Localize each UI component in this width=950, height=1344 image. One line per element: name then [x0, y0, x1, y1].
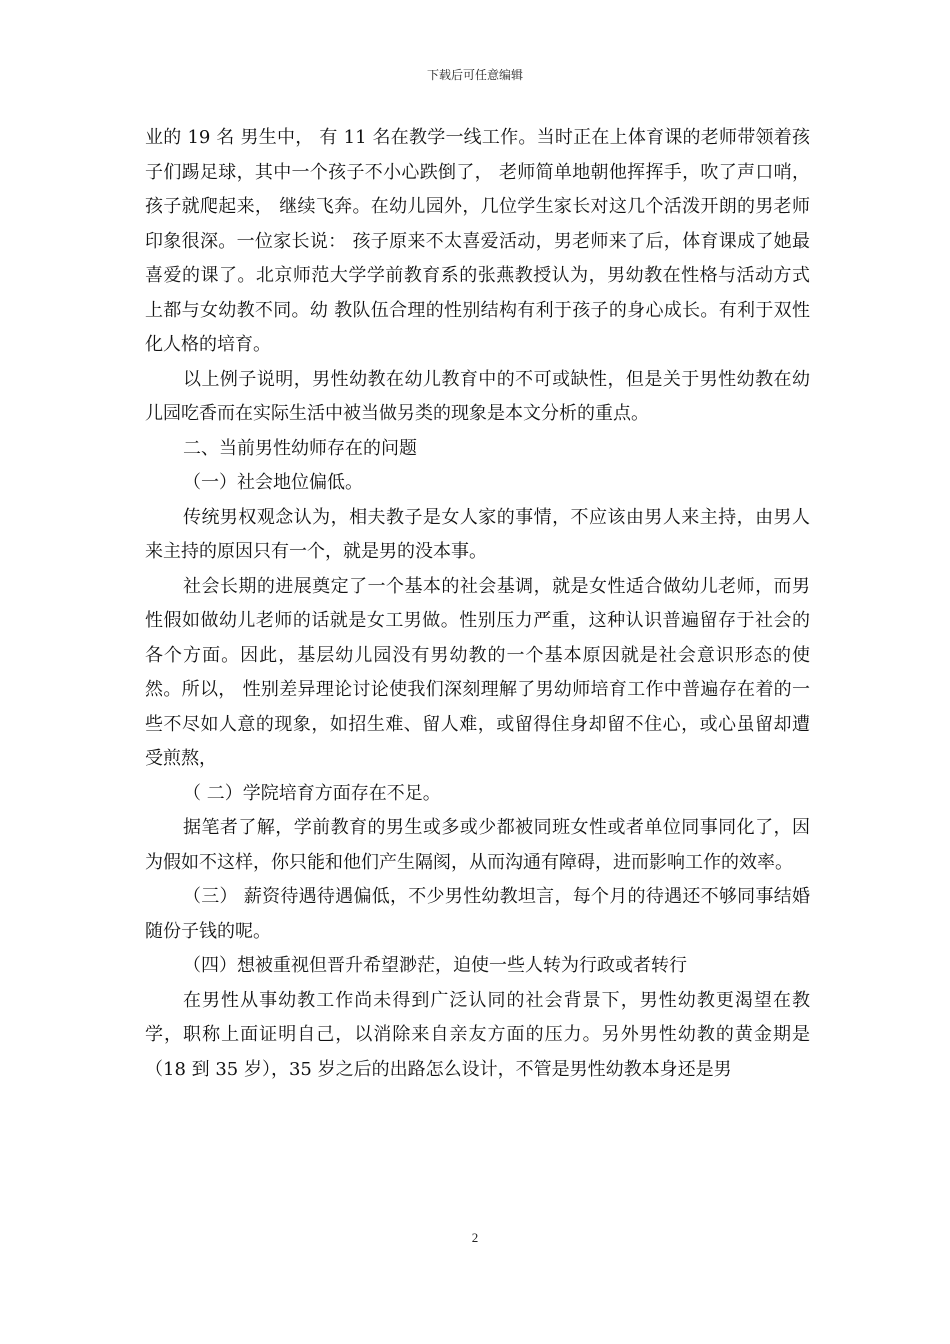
subsection-paragraph: （三） 薪资待遇待遇偏低，不少男性幼教坦言，每个月的待遇还不够同事结婚随份子钱的呢。 [145, 886, 810, 942]
subsection-heading: （四）想被重视但晋升希望渺茫，迫使一些人转为行政或者转行 [183, 955, 687, 976]
subsection-heading: （ 二）学院培育方面存在不足。 [183, 782, 441, 804]
paragraph: 在男性从事幼教工作尚未得到广泛认同的社会背景下，男性幼教更渴望在教学，职称上面证明自己，以消除来自亲友方面的压力。另外男性幼教的黄金期是（18 到 35 岁），35 岁之后的出路怎么设计，不管是男性幼教本身还是男 [145, 989, 810, 1080]
paragraph: 据笔者了解，学前教育的男生或多或少都被同班女性或者单位同事同化了，因为假如不这样，你只能和他们产生隔阂，从而沟通有障碍，进而影响工作的效率。 [145, 817, 810, 873]
paragraph: 传统男权观念认为，相夫教子是女人家的事情，不应该由男人来主持，由男人来主持的原因只有一个，就是男的没本事。 [145, 506, 810, 562]
paragraph: 社会长期的进展奠定了一个基本的社会基调，就是女性适合做幼儿老师，而男性假如做幼儿老师的话就是女工男做。性别压力严重，这种认识普遍留存于社会的各个方面。因此，基层幼儿园没有男幼教的一个基本原因就是社会意识形态的使然。所以， 性别差异理论讨论使我们深刻理解了男幼师培育工作中普遍存在着的一些不尽如人意的现象，如招生难、留人难，或留得住身却留不住心，或心虽留却遭受煎熬， [145, 575, 810, 769]
page-header: 下载后可任意编辑 [426, 68, 523, 82]
document-body [145, 121, 810, 1087]
page-number: 2 [471, 1230, 479, 1245]
paragraph-continued: 业的 19 名 男生中， 有 11 名在教学一线工作。当时正在上体育课的老师带领着孩子们踢足球，其中一个孩子不小心跌倒了， 老师简单地朝他挥挥手，吹了声口哨， 孩子就爬起来， 继续飞奔。在幼儿园外，几位学生家长对这几个活泼开朗的男老师印象很深。一位家长说： 孩子原来不太喜爱活动，男老师来了后，体育课成了她最喜爱的课了。北京师范大学学前教育系的张燕教授认为，男幼教在性格与活动方式上都与女幼教不同。幼 教队伍合理的性别结构有利于孩子的身心成长。有利于双性化人格的培育。 [145, 127, 810, 355]
subsection-heading: （一）社会地位偏低。 [183, 472, 363, 493]
section-heading: 二、当前男性幼师存在的问题 [183, 437, 417, 459]
paragraph: 以上例子说明，男性幼教在幼儿教育中的不可或缺性，但是关于男性幼教在幼儿园吃香而在实际生活中被当做另类的现象是本文分析的重点。 [145, 368, 810, 424]
